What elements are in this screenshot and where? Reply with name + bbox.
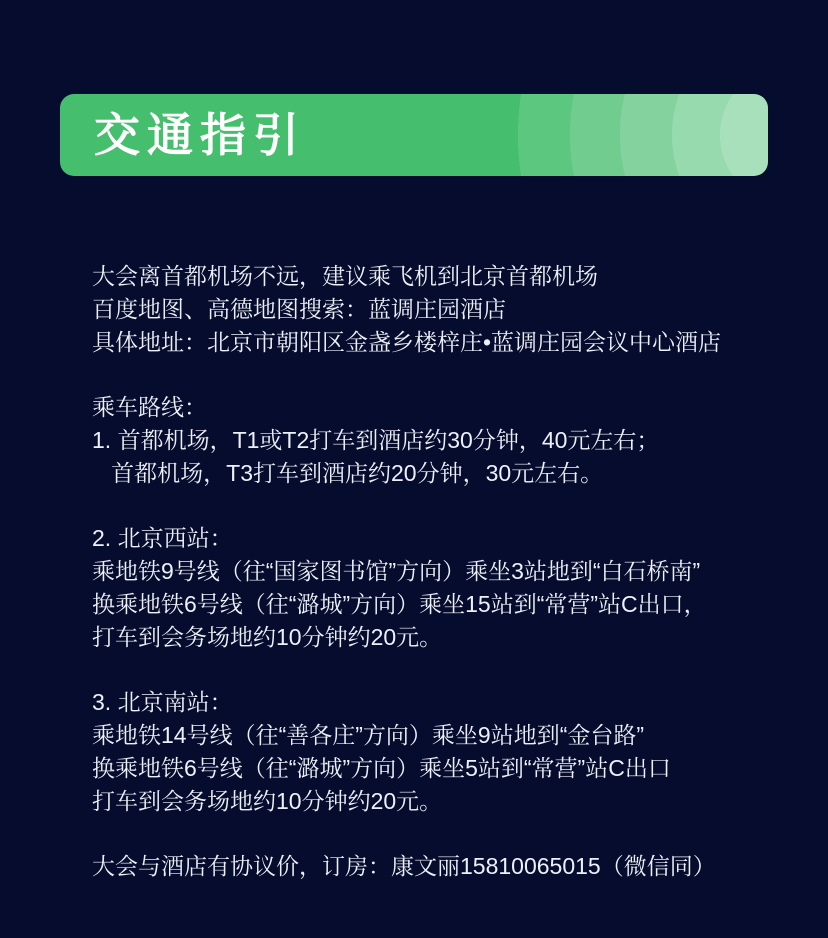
text-line: 首都机场，T3打车到酒店约20分钟，30元左右。 (92, 460, 604, 486)
text-line: 大会离首都机场不远，建议乘飞机到北京首都机场 (92, 263, 598, 289)
section-routes-beijing-south (92, 686, 788, 818)
page-title: 交通指引 (94, 109, 306, 161)
text-line: 百度地图、高德地图搜索：蓝调庄园酒店 (92, 296, 506, 322)
text-line: 乘地铁9号线（往“国家图书馆”方向）乘坐3站地到“白石桥南” (92, 558, 701, 584)
section-overview (92, 260, 788, 359)
text-line: 1. 首都机场，T1或T2打车到酒店约30分钟，40元左右； (92, 427, 660, 453)
text-line: 3. 北京南站： (92, 689, 233, 715)
text-line: 乘地铁14号线（往“善各庄”方向）乘坐9站地到“金台路” (92, 722, 645, 748)
text-line: 大会与酒店有协议价，订房：康文丽15810065015（微信同） (92, 853, 716, 879)
text-line: 2. 北京西站： (92, 525, 233, 551)
text-line: 打车到会务场地约10分钟约20元。 (92, 624, 443, 650)
section-routes-airport (92, 391, 788, 490)
text-line: 乘车路线： (92, 394, 207, 420)
text-line: 打车到会务场地约10分钟约20元。 (92, 788, 443, 814)
section-hotel-booking (92, 850, 788, 883)
section-routes-beijing-west (92, 522, 788, 654)
header-bar (60, 94, 768, 176)
text-line: 具体地址：北京市朝阳区金盏乡楼梓庄•蓝调庄园会议中心酒店 (92, 329, 722, 355)
content-area (92, 260, 788, 915)
text-line: 换乘地铁6号线（往“潞城”方向）乘坐5站到“常营”站C出口 (92, 755, 671, 781)
text-line: 换乘地铁6号线（往“潞城”方向）乘坐15站到“常营”站C出口， (92, 591, 707, 617)
